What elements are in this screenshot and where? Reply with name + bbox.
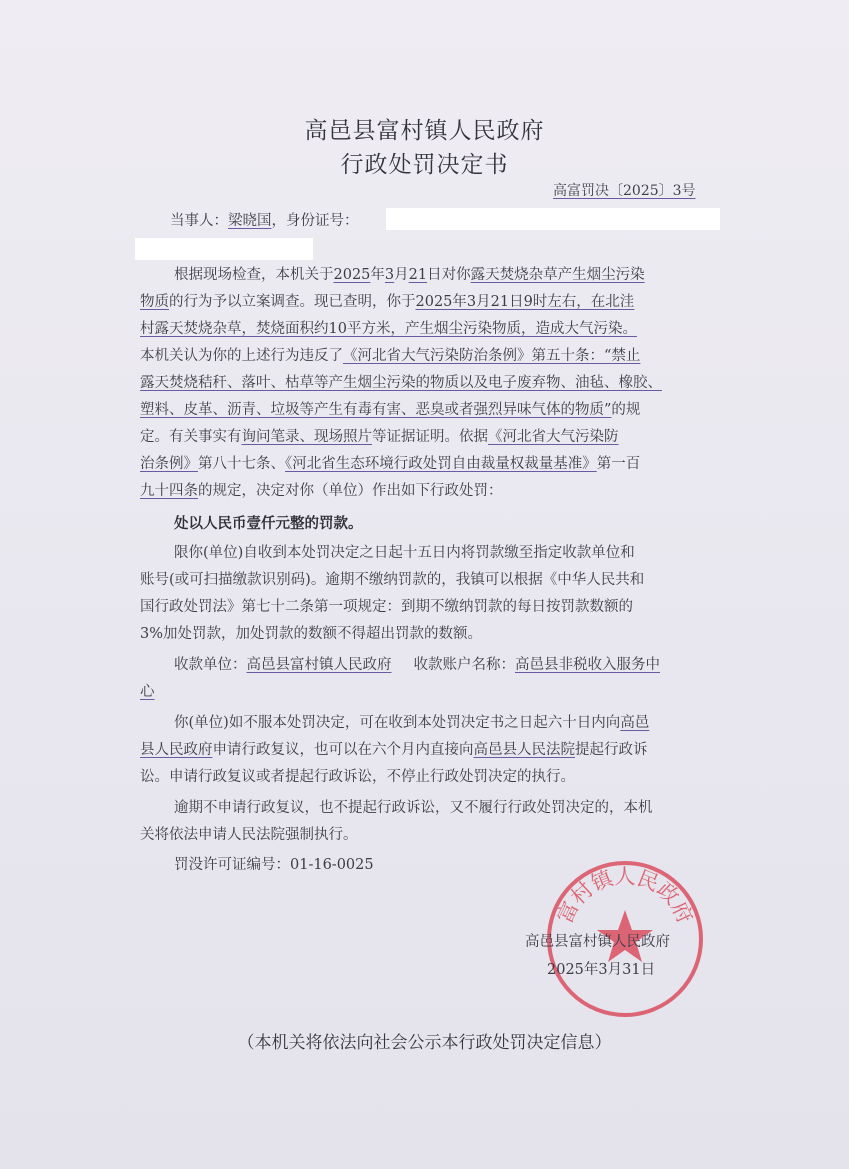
signature-org: 高邑县富村镇人民政府 bbox=[525, 934, 670, 950]
payment-line-2: 账号(或可扫描缴款识别码)。逾期不缴纳罚款的，我镇可以根据《中华人民共和 bbox=[140, 572, 645, 588]
payment-line-4: 3%加处罚款，加处罚款的数额不得超出罚款的数额。 bbox=[140, 626, 483, 642]
footer-notice: （本机关将依法向社会公示本行政处罚决定信息） bbox=[237, 1033, 612, 1053]
text-span: 高邑县富村镇人民政府 bbox=[246, 657, 392, 673]
facts-line-4 bbox=[140, 346, 640, 366]
text-span: 申请行政复议，也可以在六个月内直接向 bbox=[212, 742, 474, 758]
party-line bbox=[170, 211, 359, 231]
appeal-line-3: 讼。申请行政复议或者提起行政诉讼，不停止行政处罚决定的执行。 bbox=[140, 769, 575, 785]
appeal-line-2 bbox=[140, 740, 648, 760]
facts-line-7 bbox=[140, 427, 619, 447]
text-span: 《河北省大气污染防治条例》 bbox=[343, 348, 532, 364]
text-span: 收款账户名称： bbox=[413, 657, 515, 673]
text-span: 塑料、皮革、沥青、垃圾等产生有毒有害、恶臭或者强烈异味气体的物质” bbox=[140, 402, 612, 418]
signature-date: 2025年3月31日 bbox=[547, 962, 656, 978]
payment-line-1: 限你(单位)自收到本处罚决定之日起十五日内将罚款缴至指定收款单位和 bbox=[174, 545, 635, 561]
text-span: 定。有关事实有 bbox=[140, 429, 242, 445]
text-span: 21 bbox=[408, 267, 428, 283]
text-span: 询问笔录、现场照片 bbox=[241, 429, 372, 445]
text-span: 第五十条：“禁止 bbox=[531, 348, 641, 364]
text-span: 本机关认为你的上述行为违反了 bbox=[140, 348, 343, 364]
text-span: 县人民政府 bbox=[140, 742, 213, 758]
text-span: 高邑县人民法院 bbox=[473, 742, 575, 758]
text-span: 根据现场检查，本机关于 bbox=[174, 267, 334, 283]
party-name: 梁晓国 bbox=[228, 213, 272, 229]
party-label: 当事人： bbox=[170, 213, 228, 229]
doc-number: 高富罚决〔2025〕3号 bbox=[553, 183, 696, 199]
account-line-cont: 心 bbox=[140, 684, 155, 700]
id-label: ，身份证号： bbox=[271, 213, 359, 229]
text-span: 你(单位)如不服本处罚决定，可在收到本处罚决定书之日起六十日内向 bbox=[174, 715, 621, 731]
text-span: 月 bbox=[394, 267, 409, 283]
text-span: 第八十七条、 bbox=[198, 456, 285, 472]
text-span: 治条例》 bbox=[140, 456, 198, 472]
doc-title-line2: 行政处罚决定书 bbox=[340, 152, 509, 178]
facts-line-3: 村露天焚烧杂草，焚烧面积约10平方米，产生烟尘污染物质，造成大气污染。 bbox=[140, 321, 637, 337]
penalty-statement: 处以人民币壹仟元整的罚款。 bbox=[174, 515, 363, 532]
enforcement-line-2: 关将依法申请人民法院强制执行。 bbox=[140, 827, 358, 843]
text-span: 提起行政诉 bbox=[575, 742, 648, 758]
text-span: 年 bbox=[370, 267, 385, 283]
id-redaction-2 bbox=[135, 238, 313, 260]
enforcement-line-1: 逾期不申请行政复议，也不提起行政诉讼，又不履行行政处罚决定的，本机 bbox=[174, 800, 653, 816]
facts-line-1 bbox=[174, 265, 645, 285]
text-span: 《河北省大气污染防 bbox=[488, 429, 619, 445]
text-span: 高邑县非税收入服务中 bbox=[515, 657, 660, 673]
text-span: 的规 bbox=[611, 402, 641, 418]
text-span: 物质 bbox=[140, 294, 169, 310]
text-span: 露天焚烧杂草产生烟尘污染 bbox=[470, 267, 645, 283]
text-span: 等证据证明。依据 bbox=[372, 429, 488, 445]
text-span: 《河北省生态环境行政处罚自由裁量权裁量基准》 bbox=[285, 456, 597, 472]
text-span: 九十四条 bbox=[140, 483, 198, 499]
text-span: 3 bbox=[384, 267, 395, 283]
appeal-line-1 bbox=[174, 713, 649, 733]
text-span: 的行为予以立案调查。现已查明，你于 bbox=[169, 294, 416, 310]
text-span: 第一百 bbox=[596, 456, 641, 472]
account-line bbox=[174, 655, 660, 675]
permit-number: 罚没许可证编号：01-16-0025 bbox=[174, 857, 374, 873]
text-span: 的规定，决定对你（单位）作出如下行政处罚： bbox=[198, 483, 503, 499]
seal-text: 富村镇人民政府 bbox=[552, 864, 698, 928]
facts-line-2 bbox=[140, 292, 634, 312]
text-span: 2025 bbox=[333, 267, 371, 283]
text-span: 收款单位： bbox=[174, 657, 247, 673]
id-redaction-1 bbox=[386, 208, 720, 230]
facts-line-6 bbox=[140, 400, 640, 420]
text-span: 2025年3月21日9时左右，在北洼 bbox=[415, 294, 635, 310]
payment-line-3: 国行政处罚法》第七十二条第一项规定：到期不缴纳罚款的每日按罚款数额的 bbox=[140, 599, 633, 615]
text-span: 日对你 bbox=[427, 267, 471, 283]
text-span: 高邑 bbox=[620, 715, 650, 731]
facts-line-8 bbox=[140, 454, 640, 474]
facts-line-9 bbox=[140, 481, 503, 501]
doc-title-line1: 高邑县富村镇人民政府 bbox=[304, 118, 545, 144]
facts-line-5: 露天焚烧秸秆、落叶、枯草等产生烟尘污染的物质以及电子废弃物、油毡、橡胶、 bbox=[140, 375, 662, 391]
